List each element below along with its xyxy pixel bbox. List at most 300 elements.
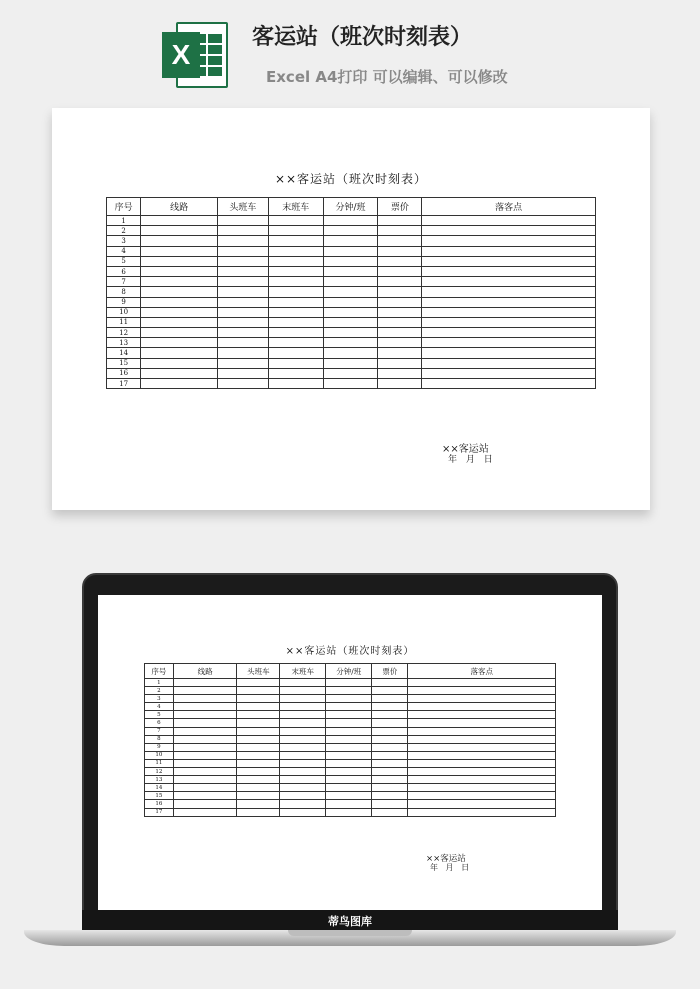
table-row — [107, 266, 596, 276]
table-cell[interactable] — [378, 266, 422, 276]
table-cell[interactable] — [173, 735, 237, 743]
table-cell[interactable] — [408, 687, 556, 695]
row-number-cell: 10 — [107, 307, 141, 317]
column-header: 序号 — [107, 198, 141, 216]
table-cell[interactable] — [378, 338, 422, 348]
table-cell[interactable] — [173, 751, 237, 759]
table-cell[interactable] — [173, 800, 237, 808]
table-cell[interactable] — [323, 358, 378, 368]
table-cell[interactable] — [268, 307, 323, 317]
table-cell[interactable] — [268, 328, 323, 338]
table-cell[interactable] — [326, 751, 372, 759]
row-number-cell: 14 — [107, 348, 141, 358]
row-number-cell: 3 — [145, 695, 174, 703]
table-cell[interactable] — [141, 348, 218, 358]
table-row — [145, 751, 556, 759]
table-cell[interactable] — [323, 226, 378, 236]
sheet-title: ××客运站（班次时刻表） — [274, 172, 428, 186]
row-number-cell: 7 — [107, 277, 141, 287]
row-number-cell: 11 — [145, 759, 174, 767]
table-cell[interactable] — [141, 216, 218, 226]
table-cell[interactable] — [217, 368, 268, 378]
table-cell[interactable] — [422, 328, 596, 338]
table-cell[interactable] — [217, 307, 268, 317]
table-cell[interactable] — [280, 743, 326, 751]
table-row — [145, 711, 556, 719]
table-cell[interactable] — [408, 711, 556, 719]
page-title: 客运站（班次时刻表） — [252, 25, 473, 50]
column-header: 票价 — [378, 198, 422, 216]
table-cell[interactable] — [323, 338, 378, 348]
table-cell[interactable] — [217, 277, 268, 287]
table-cell[interactable] — [372, 792, 408, 800]
table-cell[interactable] — [422, 338, 596, 348]
excel-icon — [162, 22, 228, 88]
table-cell[interactable] — [141, 236, 218, 246]
row-number-cell: 16 — [107, 368, 141, 378]
table-cell[interactable] — [326, 719, 372, 727]
table-body — [107, 216, 596, 389]
table-cell[interactable] — [237, 751, 280, 759]
table-cell[interactable] — [408, 743, 556, 751]
table-cell[interactable] — [372, 727, 408, 735]
table-cell[interactable] — [237, 792, 280, 800]
table-cell[interactable] — [237, 679, 280, 687]
table-cell[interactable] — [422, 307, 596, 317]
column-header: 线路 — [173, 664, 237, 679]
table-cell[interactable] — [173, 695, 237, 703]
table-cell[interactable] — [217, 226, 268, 236]
table-header — [145, 664, 556, 679]
table-cell[interactable] — [422, 266, 596, 276]
table-row — [145, 695, 556, 703]
table-cell[interactable] — [422, 358, 596, 368]
table-cell[interactable] — [326, 759, 372, 767]
table-cell[interactable] — [323, 277, 378, 287]
table-cell[interactable] — [237, 776, 280, 784]
table-cell[interactable] — [280, 792, 326, 800]
table-cell[interactable] — [326, 703, 372, 711]
table-cell[interactable] — [141, 328, 218, 338]
schedule-table — [144, 663, 556, 817]
row-number-cell: 11 — [107, 317, 141, 327]
table-cell[interactable] — [323, 307, 378, 317]
table-cell[interactable] — [326, 687, 372, 695]
table-cell[interactable] — [408, 800, 556, 808]
table-cell[interactable] — [141, 287, 218, 297]
table-header-row — [145, 664, 556, 679]
row-number-cell: 12 — [145, 768, 174, 776]
table-cell[interactable] — [408, 735, 556, 743]
table-cell[interactable] — [141, 226, 218, 236]
column-header: 分钟/班 — [323, 198, 378, 216]
row-number-cell: 1 — [107, 216, 141, 226]
table-cell[interactable] — [422, 287, 596, 297]
table-cell[interactable] — [372, 711, 408, 719]
table-cell[interactable] — [237, 687, 280, 695]
table-cell[interactable] — [422, 317, 596, 327]
table-cell[interactable] — [378, 297, 422, 307]
table-cell[interactable] — [173, 792, 237, 800]
table-cell[interactable] — [422, 216, 596, 226]
table-cell[interactable] — [173, 727, 237, 735]
table-cell[interactable] — [422, 348, 596, 358]
table-cell[interactable] — [280, 800, 326, 808]
table-cell[interactable] — [378, 348, 422, 358]
table-cell[interactable] — [372, 808, 408, 816]
table-cell[interactable] — [280, 784, 326, 792]
table-cell[interactable] — [173, 768, 237, 776]
signature-date: 年 月 日 — [430, 863, 470, 872]
table-cell[interactable] — [173, 808, 237, 816]
row-number-cell: 9 — [107, 297, 141, 307]
table-row — [107, 317, 596, 327]
signature-station: ××客运站 — [442, 444, 489, 455]
table-row — [145, 776, 556, 784]
table-cell[interactable] — [217, 256, 268, 266]
table-cell[interactable] — [141, 338, 218, 348]
table-cell[interactable] — [323, 328, 378, 338]
table-row — [107, 277, 596, 287]
table-cell[interactable] — [326, 784, 372, 792]
table-cell[interactable] — [141, 317, 218, 327]
table-cell[interactable] — [141, 379, 218, 389]
table-cell[interactable] — [217, 246, 268, 256]
row-number-cell: 13 — [107, 338, 141, 348]
row-number-cell: 2 — [107, 226, 141, 236]
table-cell[interactable] — [372, 695, 408, 703]
row-number-cell: 15 — [145, 792, 174, 800]
table-cell[interactable] — [372, 719, 408, 727]
table-cell[interactable] — [378, 368, 422, 378]
table-cell[interactable] — [323, 379, 378, 389]
row-number-cell: 10 — [145, 751, 174, 759]
table-row — [145, 743, 556, 751]
table-cell[interactable] — [141, 358, 218, 368]
table-cell[interactable] — [378, 317, 422, 327]
table-cell[interactable] — [372, 679, 408, 687]
row-number-cell: 16 — [145, 800, 174, 808]
table-cell[interactable] — [173, 679, 237, 687]
laptop-screen — [98, 595, 602, 913]
table-cell[interactable] — [378, 358, 422, 368]
table-cell[interactable] — [326, 768, 372, 776]
table-cell[interactable] — [141, 256, 218, 266]
row-number-cell: 3 — [107, 236, 141, 246]
table-cell[interactable] — [280, 703, 326, 711]
table-cell[interactable] — [237, 735, 280, 743]
table-row — [107, 287, 596, 297]
table-cell[interactable] — [378, 379, 422, 389]
row-number-cell: 12 — [107, 328, 141, 338]
row-number-cell: 9 — [145, 743, 174, 751]
table-cell[interactable] — [372, 703, 408, 711]
table-cell[interactable] — [237, 800, 280, 808]
row-number-cell: 5 — [107, 256, 141, 266]
table-cell[interactable] — [378, 328, 422, 338]
column-header: 票价 — [372, 664, 408, 679]
table-cell[interactable] — [378, 246, 422, 256]
table-cell[interactable] — [372, 743, 408, 751]
table-cell[interactable] — [326, 743, 372, 751]
table-cell[interactable] — [372, 784, 408, 792]
table-cell[interactable] — [280, 687, 326, 695]
table-cell[interactable] — [268, 358, 323, 368]
table-cell[interactable] — [422, 246, 596, 256]
table-cell[interactable] — [217, 338, 268, 348]
table-cell[interactable] — [408, 768, 556, 776]
table-cell[interactable] — [323, 348, 378, 358]
schedule-table — [106, 197, 596, 389]
table-row — [145, 792, 556, 800]
table-cell[interactable] — [372, 800, 408, 808]
row-number-cell: 6 — [107, 266, 141, 276]
table-cell[interactable] — [217, 216, 268, 226]
table-cell[interactable] — [422, 226, 596, 236]
table-row — [107, 338, 596, 348]
table-cell[interactable] — [217, 287, 268, 297]
table-cell[interactable] — [237, 703, 280, 711]
table-cell[interactable] — [141, 368, 218, 378]
table-cell[interactable] — [141, 277, 218, 287]
table-cell[interactable] — [372, 735, 408, 743]
row-number-cell: 15 — [107, 358, 141, 368]
laptop-brand-label: 蒂鸟图库 — [328, 915, 372, 928]
table-cell[interactable] — [326, 735, 372, 743]
table-cell[interactable] — [280, 711, 326, 719]
table-cell[interactable] — [237, 719, 280, 727]
page-subtitle: Excel A4打印 可以编辑、可以修改 — [266, 68, 508, 86]
column-header: 头班车 — [217, 198, 268, 216]
table-row — [107, 297, 596, 307]
table-cell[interactable] — [372, 776, 408, 784]
table-cell[interactable] — [268, 216, 323, 226]
table-row — [107, 379, 596, 389]
table-cell[interactable] — [280, 719, 326, 727]
table-cell[interactable] — [326, 792, 372, 800]
table-cell[interactable] — [268, 236, 323, 246]
table-row — [107, 328, 596, 338]
table-cell[interactable] — [268, 256, 323, 266]
table-cell[interactable] — [422, 277, 596, 287]
signature-station: ××客运站 — [426, 854, 466, 864]
table-cell[interactable] — [326, 679, 372, 687]
table-row — [107, 307, 596, 317]
table-cell[interactable] — [237, 759, 280, 767]
row-number-cell: 1 — [145, 679, 174, 687]
table-cell[interactable] — [217, 328, 268, 338]
table-cell[interactable] — [268, 379, 323, 389]
table-cell[interactable] — [173, 687, 237, 695]
table-cell[interactable] — [372, 759, 408, 767]
table-row — [145, 768, 556, 776]
table-row — [145, 687, 556, 695]
table-header — [107, 198, 596, 216]
table-cell[interactable] — [408, 727, 556, 735]
table-row — [145, 784, 556, 792]
table-cell[interactable] — [237, 727, 280, 735]
table-cell[interactable] — [268, 317, 323, 327]
table-row — [107, 256, 596, 266]
table-cell[interactable] — [323, 266, 378, 276]
table-cell[interactable] — [280, 751, 326, 759]
table-row — [107, 368, 596, 378]
table-cell[interactable] — [326, 711, 372, 719]
table-cell[interactable] — [217, 297, 268, 307]
table-cell[interactable] — [280, 679, 326, 687]
table-cell[interactable] — [173, 719, 237, 727]
table-cell[interactable] — [408, 759, 556, 767]
column-header: 落客点 — [422, 198, 596, 216]
table-row — [145, 719, 556, 727]
table-cell[interactable] — [280, 808, 326, 816]
row-number-cell: 13 — [145, 776, 174, 784]
table-cell[interactable] — [378, 216, 422, 226]
table-cell[interactable] — [326, 776, 372, 784]
table-cell[interactable] — [408, 792, 556, 800]
table-cell[interactable] — [372, 687, 408, 695]
table-cell[interactable] — [280, 695, 326, 703]
table-cell[interactable] — [280, 727, 326, 735]
table-row — [145, 727, 556, 735]
table-cell[interactable] — [326, 727, 372, 735]
table-cell[interactable] — [323, 297, 378, 307]
sheet-title: ××客运站（班次时刻表） — [285, 646, 415, 657]
table-cell[interactable] — [422, 256, 596, 266]
table-cell[interactable] — [268, 297, 323, 307]
column-header: 分钟/班 — [326, 664, 372, 679]
table-row — [145, 735, 556, 743]
table-cell[interactable] — [237, 808, 280, 816]
table-cell[interactable] — [408, 703, 556, 711]
table-cell[interactable] — [141, 307, 218, 317]
row-number-cell: 2 — [145, 687, 174, 695]
table-cell[interactable] — [408, 695, 556, 703]
table-cell[interactable] — [268, 246, 323, 256]
table-cell[interactable] — [378, 287, 422, 297]
table-cell[interactable] — [237, 743, 280, 751]
table-row — [145, 703, 556, 711]
table-cell[interactable] — [268, 368, 323, 378]
table-cell[interactable] — [408, 679, 556, 687]
column-header: 头班车 — [237, 664, 280, 679]
column-header: 末班车 — [268, 198, 323, 216]
table-cell[interactable] — [268, 287, 323, 297]
table-row — [145, 808, 556, 816]
column-header: 线路 — [141, 198, 218, 216]
table-cell[interactable] — [280, 768, 326, 776]
table-cell[interactable] — [237, 711, 280, 719]
table-cell[interactable] — [372, 751, 408, 759]
table-header-row — [107, 198, 596, 216]
table-cell[interactable] — [268, 348, 323, 358]
table-cell[interactable] — [217, 358, 268, 368]
table-row — [107, 246, 596, 256]
table-cell[interactable] — [323, 368, 378, 378]
table-cell[interactable] — [323, 256, 378, 266]
table-cell[interactable] — [408, 719, 556, 727]
table-cell[interactable] — [280, 735, 326, 743]
row-number-cell: 8 — [145, 735, 174, 743]
table-cell[interactable] — [268, 338, 323, 348]
column-header: 末班车 — [280, 664, 326, 679]
table-cell[interactable] — [323, 216, 378, 226]
table-cell[interactable] — [141, 266, 218, 276]
row-number-cell: 4 — [107, 246, 141, 256]
table-cell[interactable] — [217, 348, 268, 358]
table-cell[interactable] — [173, 743, 237, 751]
table-cell[interactable] — [378, 226, 422, 236]
table-cell[interactable] — [141, 246, 218, 256]
table-cell[interactable] — [237, 695, 280, 703]
table-cell[interactable] — [422, 379, 596, 389]
table-cell[interactable] — [280, 776, 326, 784]
table-cell[interactable] — [173, 711, 237, 719]
table-cell[interactable] — [217, 317, 268, 327]
table-cell[interactable] — [268, 226, 323, 236]
table-cell[interactable] — [408, 776, 556, 784]
table-cell[interactable] — [422, 368, 596, 378]
table-cell[interactable] — [378, 277, 422, 287]
table-body — [145, 679, 556, 817]
table-cell[interactable] — [217, 379, 268, 389]
table-cell[interactable] — [237, 784, 280, 792]
table-cell[interactable] — [378, 307, 422, 317]
column-header: 落客点 — [408, 664, 556, 679]
table-row — [107, 236, 596, 246]
table-row — [107, 216, 596, 226]
row-number-cell: 4 — [145, 703, 174, 711]
table-cell[interactable] — [268, 266, 323, 276]
table-row — [145, 679, 556, 687]
signature-date: 年 月 日 — [448, 455, 493, 465]
table-cell[interactable] — [323, 287, 378, 297]
table-cell[interactable] — [268, 277, 323, 287]
table-row — [145, 759, 556, 767]
table-cell[interactable] — [173, 776, 237, 784]
table-cell[interactable] — [408, 784, 556, 792]
table-cell[interactable] — [173, 759, 237, 767]
table-cell[interactable] — [280, 759, 326, 767]
table-row — [107, 226, 596, 236]
table-row — [145, 800, 556, 808]
row-number-cell: 14 — [145, 784, 174, 792]
table-cell[interactable] — [237, 768, 280, 776]
table-cell[interactable] — [326, 800, 372, 808]
table-cell[interactable] — [372, 768, 408, 776]
table-cell[interactable] — [422, 297, 596, 307]
table-cell[interactable] — [217, 266, 268, 276]
table-cell[interactable] — [326, 695, 372, 703]
column-header: 序号 — [145, 664, 174, 679]
table-cell[interactable] — [217, 236, 268, 246]
table-cell[interactable] — [326, 808, 372, 816]
excel-badge: X — [162, 32, 200, 78]
table-cell[interactable] — [378, 256, 422, 266]
table-cell[interactable] — [173, 703, 237, 711]
table-cell[interactable] — [323, 246, 378, 256]
table-cell[interactable] — [408, 751, 556, 759]
table-cell[interactable] — [323, 317, 378, 327]
table-cell[interactable] — [141, 297, 218, 307]
table-cell[interactable] — [173, 784, 237, 792]
laptop-notch — [288, 930, 412, 936]
table-cell[interactable] — [323, 236, 378, 246]
row-number-cell: 7 — [145, 727, 174, 735]
table-cell[interactable] — [422, 236, 596, 246]
table-cell[interactable] — [378, 236, 422, 246]
table-cell[interactable] — [408, 808, 556, 816]
